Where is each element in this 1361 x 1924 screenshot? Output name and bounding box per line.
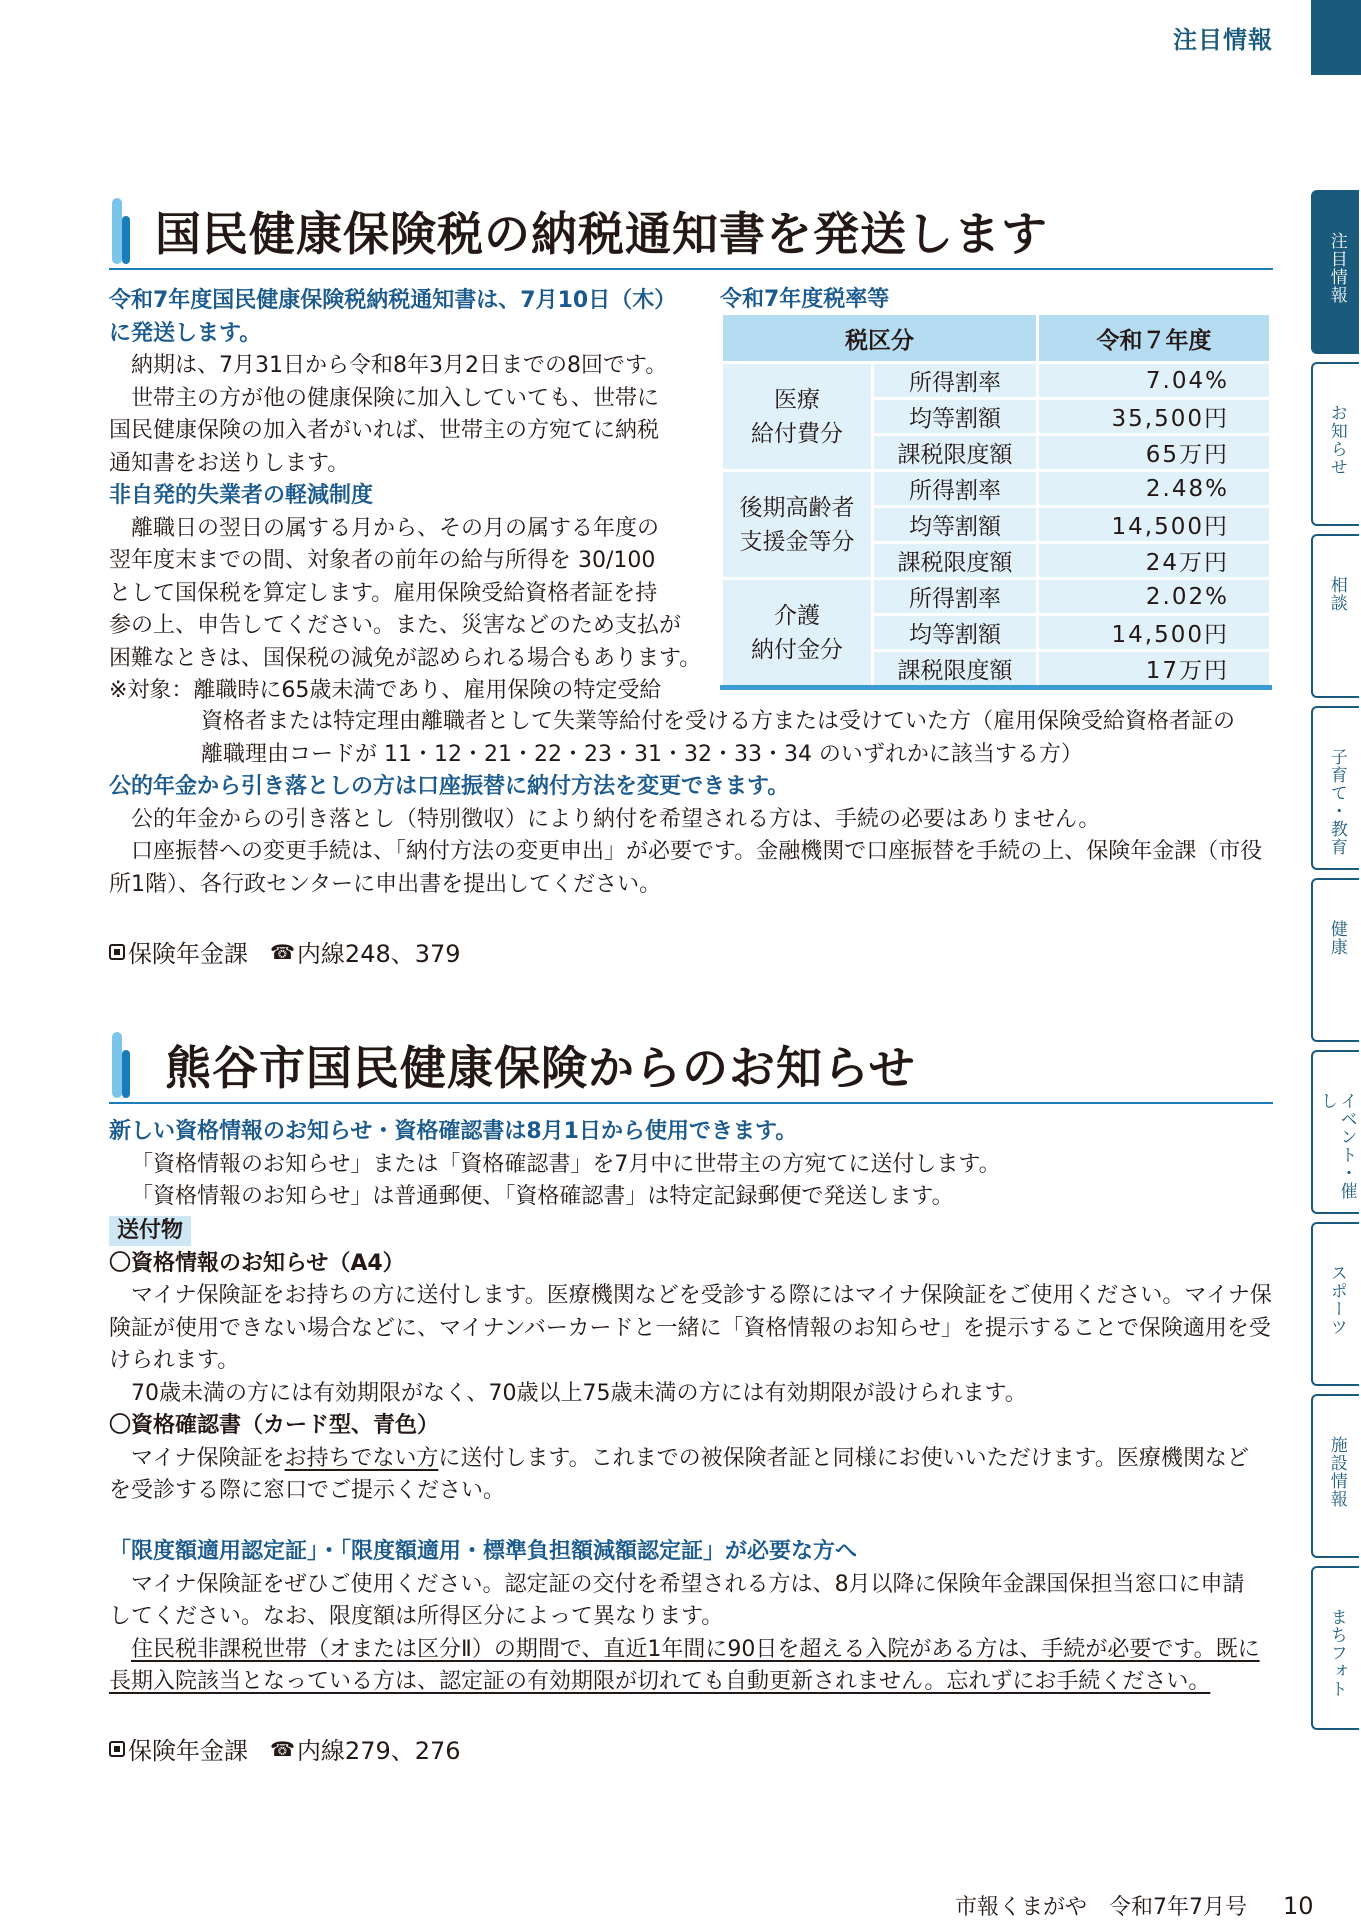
side-tab-sports[interactable] bbox=[1311, 1222, 1359, 1386]
section1-full-width bbox=[109, 706, 1262, 901]
table-value-cell: 7.04% bbox=[1038, 363, 1271, 399]
table-label-cell: 所得割率 bbox=[873, 363, 1038, 399]
office-icon bbox=[109, 944, 125, 960]
shipped-items-tag: 送付物 bbox=[109, 1216, 191, 1246]
tax-rate-table bbox=[720, 312, 1272, 690]
text-span: に送付します。これまでの被保険者証と同様にお使いいただけます。医療機関など bbox=[438, 1445, 1249, 1471]
subheading: 公的年金から引き落としの方は口座振替に納付方法を変更できます。 bbox=[109, 774, 790, 799]
section1-heading bbox=[109, 196, 1273, 270]
side-tab-health[interactable] bbox=[1311, 878, 1359, 1042]
paragraph: 困難なときは、国保税の減免が認められる場合もあります。 bbox=[109, 645, 702, 671]
contact-extension: 内線248、379 bbox=[296, 940, 461, 968]
side-tab-events[interactable] bbox=[1311, 1050, 1359, 1214]
paragraph: 離職日の翌日の属する月から、その月の属する年度の bbox=[131, 515, 660, 541]
section1-lead: に発送します。 bbox=[109, 320, 262, 346]
section2-limit-certificate bbox=[109, 1536, 1260, 1699]
text-span: マイナ保険証を bbox=[131, 1445, 285, 1471]
underlined-text: お持ちでない方 bbox=[284, 1445, 439, 1471]
paragraph: 口座振替への変更手続は、「納付方法の変更申出」が必要です。金融機関で口座振替を手続の上、保険年金課（市役 bbox=[131, 839, 1263, 864]
contact-department: 保険年金課 bbox=[128, 1737, 248, 1765]
paragraph: 通知書をお送りします。 bbox=[109, 450, 350, 476]
publication-name: 市報くまがや 令和7年7月号 bbox=[955, 1895, 1247, 1920]
paragraph: 納期は、7月31日から令和8年3月2日までの8回です。 bbox=[131, 353, 668, 378]
underlined-paragraph: 長期入院該当となっている方は、認定証の有効期限が切れても自動更新されません。忘れずにお手続ください。 bbox=[109, 1669, 1211, 1694]
side-tab-label: スポーツ bbox=[1326, 1264, 1347, 1336]
side-tab-consultation[interactable] bbox=[1311, 534, 1359, 698]
table-header-year: 令和７年度 bbox=[1038, 314, 1271, 363]
paragraph bbox=[109, 1443, 1272, 1476]
table-row bbox=[722, 471, 1271, 507]
heading-accent-bar bbox=[112, 198, 122, 264]
page-number: 10 bbox=[1283, 1892, 1314, 1920]
side-tab-featured[interactable] bbox=[1311, 190, 1359, 354]
side-tabs bbox=[1311, 190, 1361, 1738]
section1-title: 国民健康保険税の納税通知書を発送します bbox=[155, 207, 1048, 261]
section1-lead: 令和7年度国民健康保険税納税通知書は、7月10日（木） bbox=[109, 288, 677, 313]
side-tab-photo[interactable] bbox=[1311, 1566, 1359, 1730]
group-name: 納付金分 bbox=[751, 636, 843, 663]
group-name: 支援金等分 bbox=[739, 528, 855, 555]
table-header-row bbox=[722, 314, 1271, 363]
section1-contact bbox=[109, 934, 461, 969]
group-name: 介護 bbox=[774, 602, 820, 629]
table-row bbox=[722, 363, 1271, 399]
header-section-label: 注目情報 bbox=[1173, 26, 1273, 54]
table-value-cell: 2.02% bbox=[1038, 579, 1271, 615]
group-name: 給付費分 bbox=[751, 420, 843, 447]
table-row bbox=[722, 579, 1271, 615]
table-label-cell: 均等割額 bbox=[873, 399, 1038, 435]
paragraph: 険証が使用できない場合などに、マイナンバーカードと一緒に「資格情報のお知らせ」を提示することで保険適用を受 bbox=[109, 1315, 1271, 1341]
paragraph: 「資格情報のお知らせ」または「資格確認書」を7月中に世帯主の方宛てに送付します。 bbox=[131, 1151, 1001, 1177]
paragraph: マイナ保険証をお持ちの方に送付します。医療機関などを受診する際にはマイナ保険証をご使用ください。マイナ保 bbox=[131, 1283, 1272, 1308]
phone-icon: ☎ bbox=[270, 1736, 295, 1761]
side-tab-label: 施設情報 bbox=[1326, 1436, 1347, 1508]
side-tab-notices[interactable] bbox=[1311, 362, 1359, 526]
side-tab-label: 健康 bbox=[1326, 920, 1347, 956]
paragraph: を受診する際に窓口でご提示ください。 bbox=[109, 1478, 506, 1503]
section1-left-column bbox=[109, 285, 701, 708]
corner-block bbox=[1311, 0, 1361, 75]
section2-title: 熊谷市国民健康保険からのお知らせ bbox=[165, 1041, 916, 1095]
subheading: 「限度額適用認定証」・「限度額適用・標準負担額減額認定証」が必要な方へ bbox=[109, 1539, 858, 1564]
contact-extension: 内線279、276 bbox=[296, 1737, 461, 1765]
section2-body bbox=[109, 1116, 1272, 1508]
page-footer bbox=[955, 1890, 1314, 1921]
table-value-cell: 65万円 bbox=[1038, 435, 1271, 471]
paragraph: 「資格情報のお知らせ」は普通郵便、「資格確認書」は特定記録郵便で発送します。 bbox=[131, 1184, 954, 1209]
side-tab-facilities[interactable] bbox=[1311, 1394, 1359, 1558]
paragraph: 世帯主の方が他の健康保険に加入していても、世帯に bbox=[131, 385, 660, 411]
paragraph: してください。なお、限度額は所得区分によって異なります。 bbox=[109, 1604, 724, 1629]
paragraph: 公的年金からの引き落とし（特別徴収）により納付を希望される方は、手続の必要はありません。 bbox=[131, 806, 1101, 832]
side-tab-label: 子育て・教育 bbox=[1326, 748, 1347, 856]
group-name: 医療 bbox=[774, 386, 820, 413]
side-tab-label: イベント・催し bbox=[1317, 1092, 1357, 1200]
paragraph: 70歳未満の方には有効期限がなく、70歳以上75歳未満の方には有効期限が設けられます。 bbox=[131, 1380, 1027, 1406]
table-label-cell: 課税限度額 bbox=[873, 651, 1038, 688]
side-tab-childcare[interactable] bbox=[1311, 706, 1359, 870]
table-value-cell: 35,500円 bbox=[1038, 399, 1271, 435]
contact-department: 保険年金課 bbox=[128, 940, 248, 968]
section2-heading bbox=[109, 1030, 1273, 1104]
subheading: 非自発的失業者の軽減制度 bbox=[109, 483, 374, 508]
phone-icon: ☎ bbox=[270, 939, 295, 964]
table-label-cell: 均等割額 bbox=[873, 615, 1038, 651]
table-group-cell bbox=[722, 579, 873, 688]
paragraph: 所1階）、各行政センターに申出書を提出してください。 bbox=[109, 871, 662, 897]
table-value-cell: 24万円 bbox=[1038, 543, 1271, 579]
table-group-cell bbox=[722, 471, 873, 579]
side-tab-label: 相談 bbox=[1326, 576, 1347, 612]
paragraph: 翌年度末までの間、対象者の前年の給与所得を 30/100 bbox=[109, 548, 656, 573]
underlined-paragraph: 住民税非課税世帯（オまたは区分Ⅱ）の期間で、直近1年間に90日を超える入院がある方は、手続が必要です。既に bbox=[131, 1636, 1260, 1662]
table-group-cell bbox=[722, 363, 873, 471]
heading-accent-bar bbox=[122, 216, 130, 264]
table-label-cell: 所得割率 bbox=[873, 471, 1038, 507]
note: ※対象：離職時に65歳未満であり、雇用保険の特定受給 bbox=[109, 678, 662, 703]
table-label-cell: 所得割率 bbox=[873, 579, 1038, 615]
paragraph: 参の上、申告してください。また、災害などのため支払が bbox=[109, 613, 682, 638]
item-heading: 〇資格情報のお知らせ（A4） bbox=[109, 1250, 405, 1276]
table-value-cell: 17万円 bbox=[1038, 651, 1271, 688]
paragraph: として国保税を算定します。雇用保険受給資格者証を持 bbox=[109, 580, 658, 606]
tax-table-caption: 令和7年度税率等 bbox=[720, 287, 890, 312]
section2-contact bbox=[109, 1731, 461, 1766]
paragraph: マイナ保険証をぜひご使用ください。認定証の交付を希望される方は、8月以降に保険年金課国保担当窓口に申請 bbox=[131, 1571, 1245, 1597]
table-header-category: 税区分 bbox=[722, 314, 1038, 363]
table-value-cell: 14,500円 bbox=[1038, 507, 1271, 543]
note: 離職理由コードが 11・12・21・22・23・31・32・33・34 のいずれかに該当する方） bbox=[201, 741, 1083, 767]
table-label-cell: 均等割額 bbox=[873, 507, 1038, 543]
table-label-cell: 課税限度額 bbox=[873, 435, 1038, 471]
group-name: 後期高齢者 bbox=[739, 494, 855, 521]
side-tab-label: お知らせ bbox=[1326, 404, 1347, 476]
item-heading: 〇資格確認書（カード型、青色） bbox=[109, 1413, 440, 1438]
heading-accent-bar bbox=[122, 1050, 130, 1098]
heading-accent-bar bbox=[112, 1032, 122, 1098]
table-value-cell: 14,500円 bbox=[1038, 615, 1271, 651]
paragraph: 国民健康保険の加入者がいれば、世帯主の方宛てに納税 bbox=[109, 418, 660, 443]
office-icon bbox=[109, 1741, 125, 1757]
note: 資格者または特定理由離職者として失業等給付を受ける方または受けていた方（雇用保険受給資格者証の bbox=[201, 709, 1236, 734]
side-tab-label: 注目情報 bbox=[1326, 232, 1347, 304]
table-label-cell: 課税限度額 bbox=[873, 543, 1038, 579]
side-tab-label: まちフォト bbox=[1326, 1608, 1347, 1698]
paragraph: けられます。 bbox=[109, 1348, 240, 1373]
subheading: 新しい資格情報のお知らせ・資格確認書は8月1日から使用できます。 bbox=[109, 1119, 798, 1144]
table-value-cell: 2.48% bbox=[1038, 471, 1271, 507]
